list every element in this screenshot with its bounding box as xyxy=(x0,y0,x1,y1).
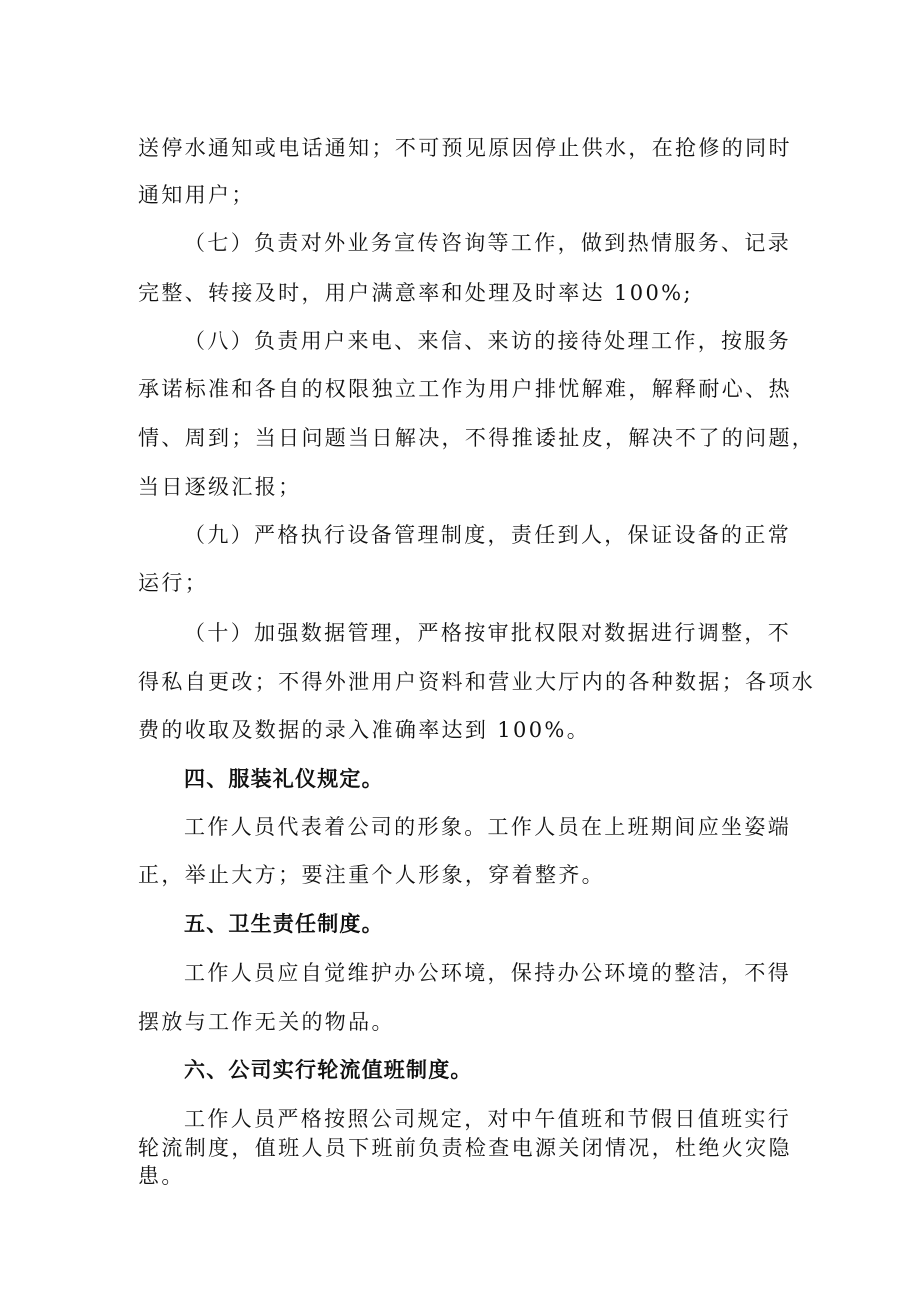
body-text-line: 轮流制度，值班人员下班前负责检查电源关闭情况，杜绝火灾隐 xyxy=(138,1136,792,1160)
body-text-line: 当日逐级汇报； xyxy=(138,475,302,499)
body-text-line: 费的收取及数据的录入准确率达到 100%。 xyxy=(138,718,591,742)
section-heading-6: 六、公司实行轮流值班制度。 xyxy=(184,1058,473,1082)
body-text-line: 运行； xyxy=(138,571,209,595)
body-text-line: 完整、转接及时，用户满意率和处理及时率达 100%; xyxy=(138,281,693,305)
list-item-10-line: （十）加强数据管理，严格按审批权限对数据进行调整，不 xyxy=(184,621,792,645)
body-text-line: 得私自更改；不得外泄用户资料和营业大厅内的各种数据；各项水 xyxy=(138,670,816,694)
body-text-line: 摆放与工作无关的物品。 xyxy=(138,1010,395,1034)
body-text-line: 患。 xyxy=(138,1164,185,1188)
body-text-line: 通知用户； xyxy=(138,183,255,207)
section-heading-4: 四、服装礼仪规定。 xyxy=(184,767,384,791)
list-item-9-line: （九）严格执行设备管理制度，责任到人，保证设备的正常 xyxy=(184,523,792,547)
list-item-7-line: （七）负责对外业务宣传咨询等工作，做到热情服务、记录 xyxy=(184,231,792,255)
list-item-8-line: （八）负责用户来电、来信、来访的接待处理工作，按服务 xyxy=(184,329,792,353)
section-heading-5: 五、卫生责任制度。 xyxy=(184,912,384,936)
body-text-line: 承诺标准和各自的权限独立工作为用户排忧解难，解释耐心、热 xyxy=(138,377,792,401)
body-text-line: 正，举止大方；要注重个人形象，穿着整齐。 xyxy=(138,863,605,887)
body-text-line: 情、周到；当日问题当日解决，不得推诿扯皮，解决不了的问题， xyxy=(138,426,816,450)
paragraph-line: 工作人员代表着公司的形象。工作人员在上班期间应坐姿端 xyxy=(184,815,792,839)
paragraph-line: 工作人员严格按照公司规定，对中午值班和节假日值班实行 xyxy=(184,1107,792,1131)
paragraph-line: 工作人员应自觉维护办公环境，保持办公环境的整洁，不得 xyxy=(184,961,792,985)
body-text-line: 送停水通知或电话通知；不可预见原因停止供水，在抢修的同时 xyxy=(138,136,792,160)
